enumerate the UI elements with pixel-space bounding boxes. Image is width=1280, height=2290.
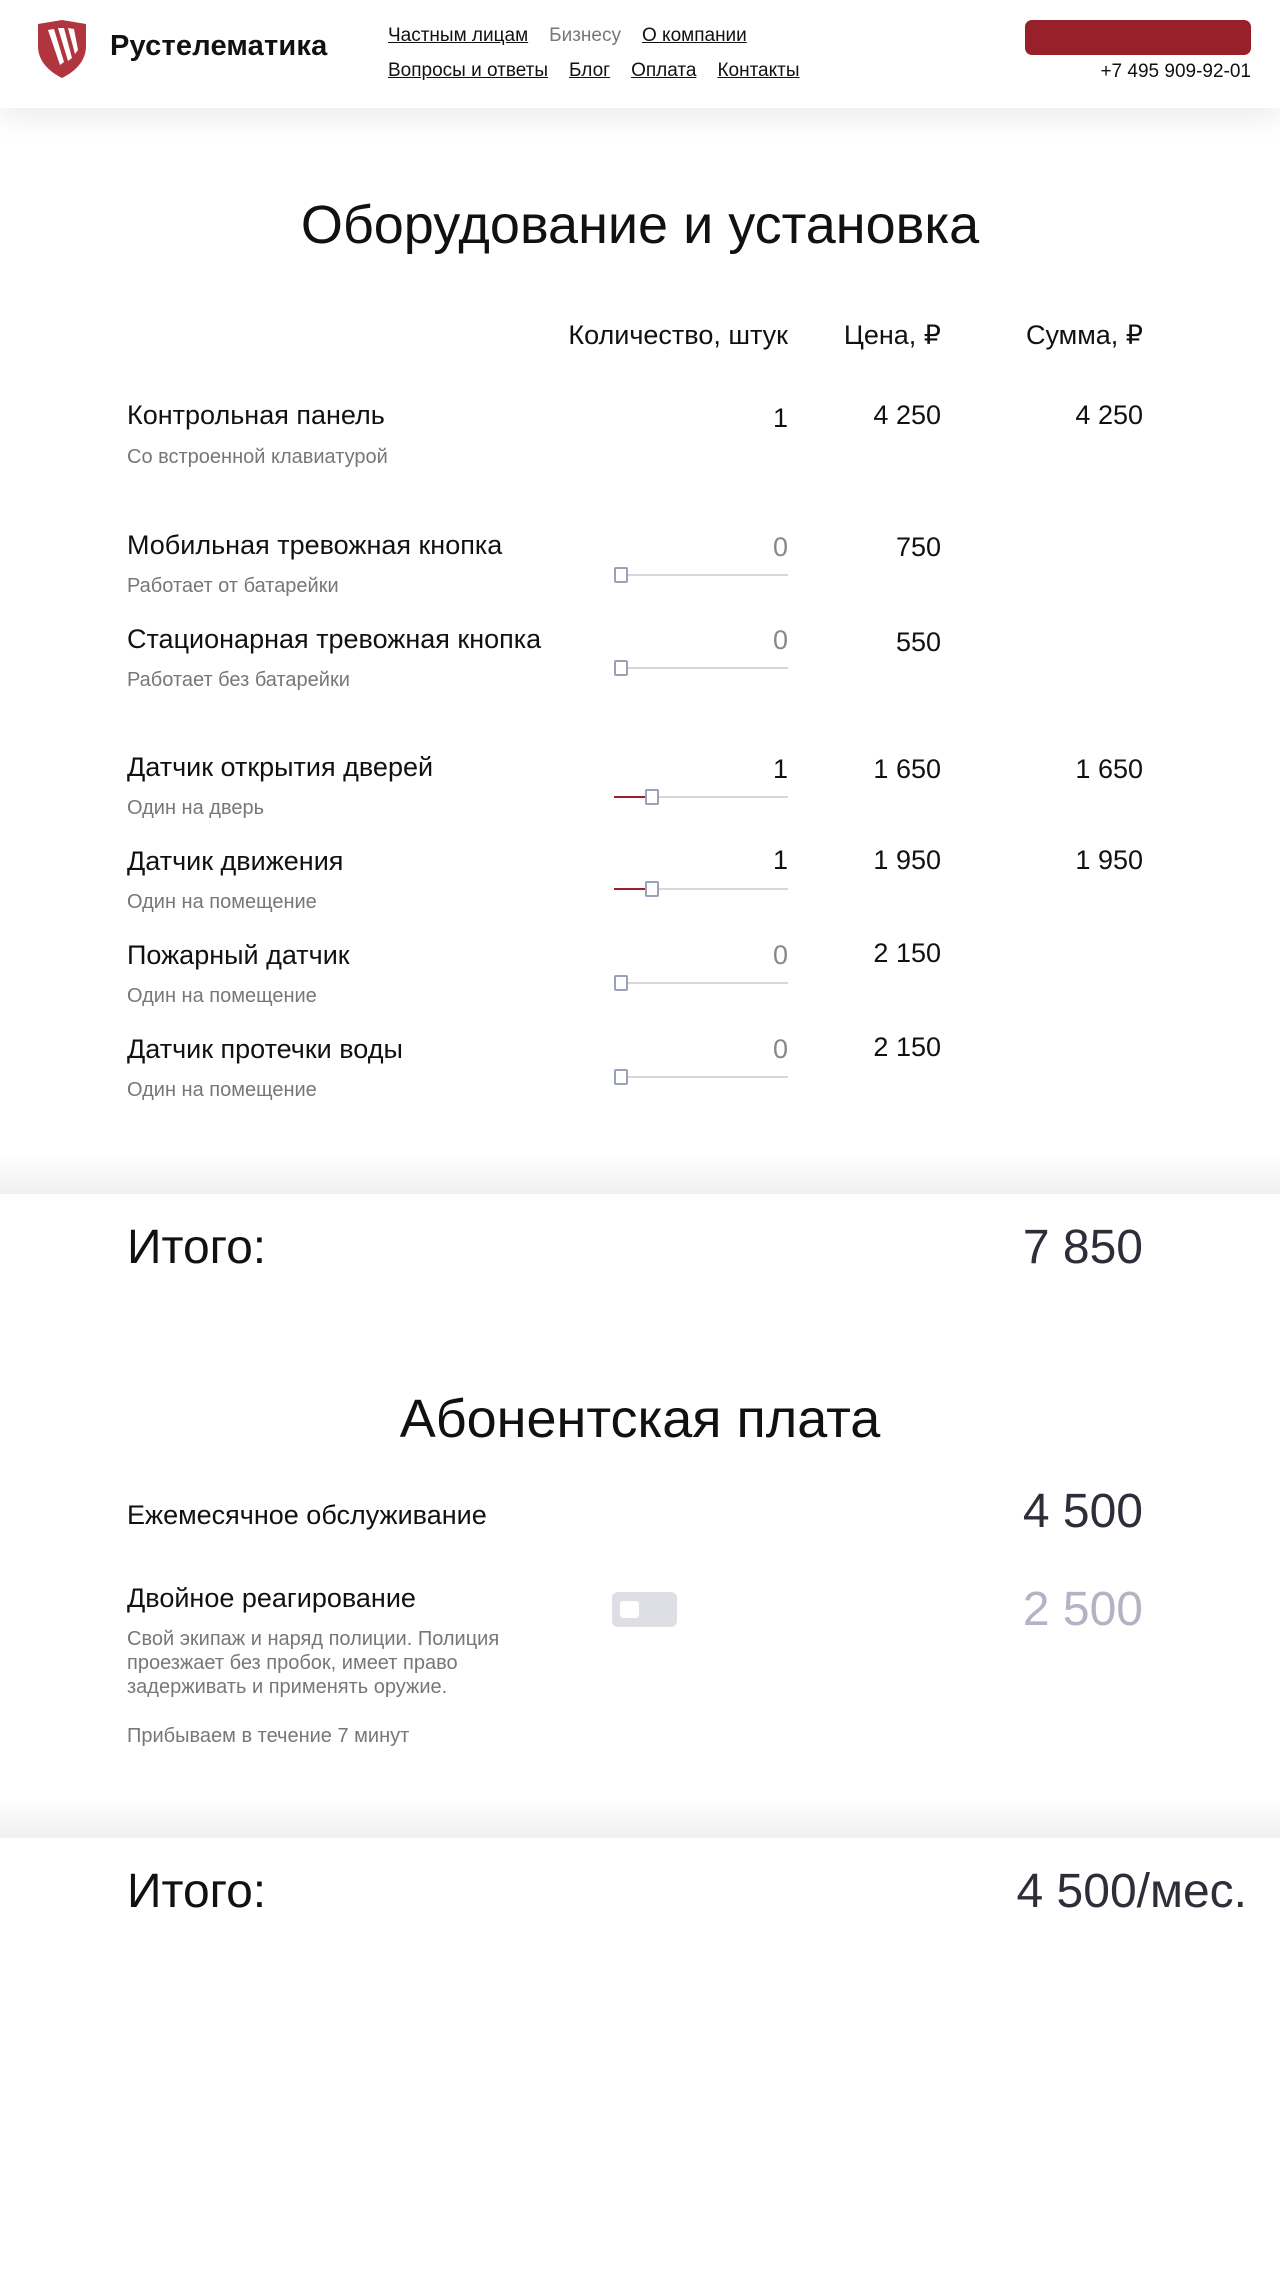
double-response-name: Двойное реагирование [127, 1583, 416, 1613]
item-price: 1 950 [873, 845, 941, 875]
nav-payment[interactable]: Оплата [631, 60, 697, 81]
item-price: 550 [895, 627, 941, 657]
equipment-total-label: Итого: [127, 1221, 267, 1274]
double-response-arrival: Прибываем в течение 7 минут [127, 1725, 410, 1747]
item-desc: Один на дверь [127, 797, 265, 819]
item-desc: Работает от батарейки [127, 575, 339, 597]
item-desc: Один на помещение [127, 891, 317, 913]
item-name: Мобильная тревожная кнопка [127, 530, 503, 560]
slider-thumb[interactable] [614, 1069, 628, 1085]
quantity-slider[interactable] [614, 880, 788, 898]
monthly-service-value: 4 500 [1022, 1485, 1143, 1538]
slider-thumb[interactable] [645, 881, 659, 897]
item-desc: Работает без батарейки [127, 669, 350, 691]
nav-business[interactable]: Бизнесу [549, 25, 621, 46]
nav-secondary [388, 60, 800, 82]
nav-faq[interactable]: Вопросы и ответы [388, 60, 549, 81]
total-band-shadow [0, 1798, 1280, 1838]
quantity-slider[interactable] [614, 566, 788, 584]
item-qty: 1 [772, 754, 788, 784]
quantity-slider[interactable] [614, 788, 788, 806]
nav-contacts[interactable]: Контакты [717, 60, 800, 81]
nav-about[interactable]: О компании [642, 25, 747, 46]
quantity-slider[interactable] [614, 1068, 788, 1086]
phone-number[interactable]: +7 495 909-92-01 [1100, 61, 1251, 82]
slider-thumb[interactable] [645, 789, 659, 805]
slider-thumb[interactable] [614, 660, 628, 676]
item-name: Стационарная тревожная кнопка [127, 624, 542, 654]
nav-private[interactable]: Частным лицам [388, 25, 529, 46]
equipment-total-value: 7 850 [1022, 1221, 1143, 1274]
double-response-desc: Свой экипаж и наряд полиции. Полиция проезжает без пробок, имеет право задерживать и применять оружие. [127, 1628, 500, 1698]
column-quantity: Количество, штук [568, 320, 788, 350]
item-qty: 0 [772, 625, 788, 655]
item-price: 750 [895, 532, 941, 562]
subscription-total-label: Итого: [127, 1865, 267, 1918]
item-name: Контрольная панель [127, 400, 385, 430]
item-price: 4 250 [873, 400, 941, 430]
slider-thumb[interactable] [614, 975, 628, 991]
item-name: Датчик открытия дверей [127, 752, 434, 782]
item-qty: 0 [772, 1034, 788, 1064]
double-response-toggle[interactable] [612, 1592, 677, 1627]
quantity-slider[interactable] [614, 659, 788, 677]
equipment-title: Оборудование и установка [300, 195, 980, 255]
double-response-value: 2 500 [1022, 1583, 1143, 1636]
monthly-service-name: Ежемесячное обслуживание [127, 1500, 487, 1530]
item-name: Датчик движения [127, 846, 344, 876]
column-price: Цена, ₽ [843, 320, 941, 350]
subscription-title: Абонентская плата [399, 1389, 881, 1449]
item-sum: 1 950 [1075, 845, 1143, 875]
slider-thumb[interactable] [614, 567, 628, 583]
item-desc: Со встроенной клавиатурой [127, 446, 388, 468]
item-qty: 1 [772, 403, 788, 433]
subscription-total-value: 4 500/мес. [1016, 1865, 1247, 1918]
header-cta-button[interactable] [1025, 20, 1251, 55]
item-qty: 0 [772, 940, 788, 970]
item-qty: 0 [772, 532, 788, 562]
item-desc: Один на помещение [127, 1079, 317, 1101]
item-desc: Один на помещение [127, 985, 317, 1007]
item-name: Датчик протечки воды [127, 1034, 403, 1064]
item-price: 2 150 [873, 1032, 941, 1062]
item-sum: 1 650 [1075, 754, 1143, 784]
item-price: 1 650 [873, 754, 941, 784]
site-header [0, 0, 1280, 108]
item-name: Пожарный датчик [127, 940, 350, 970]
nav-blog[interactable]: Блог [569, 60, 611, 81]
item-sum: 4 250 [1075, 400, 1143, 430]
nav-primary [388, 25, 747, 47]
item-qty: 1 [772, 845, 788, 875]
shield-logo-icon[interactable] [34, 18, 90, 80]
quantity-slider[interactable] [614, 974, 788, 992]
item-price: 2 150 [873, 938, 941, 968]
total-band-shadow [0, 1154, 1280, 1194]
column-sum: Сумма, ₽ [1025, 320, 1143, 350]
toggle-knob [620, 1601, 639, 1618]
brand-name[interactable]: Рустелематика [110, 30, 328, 62]
